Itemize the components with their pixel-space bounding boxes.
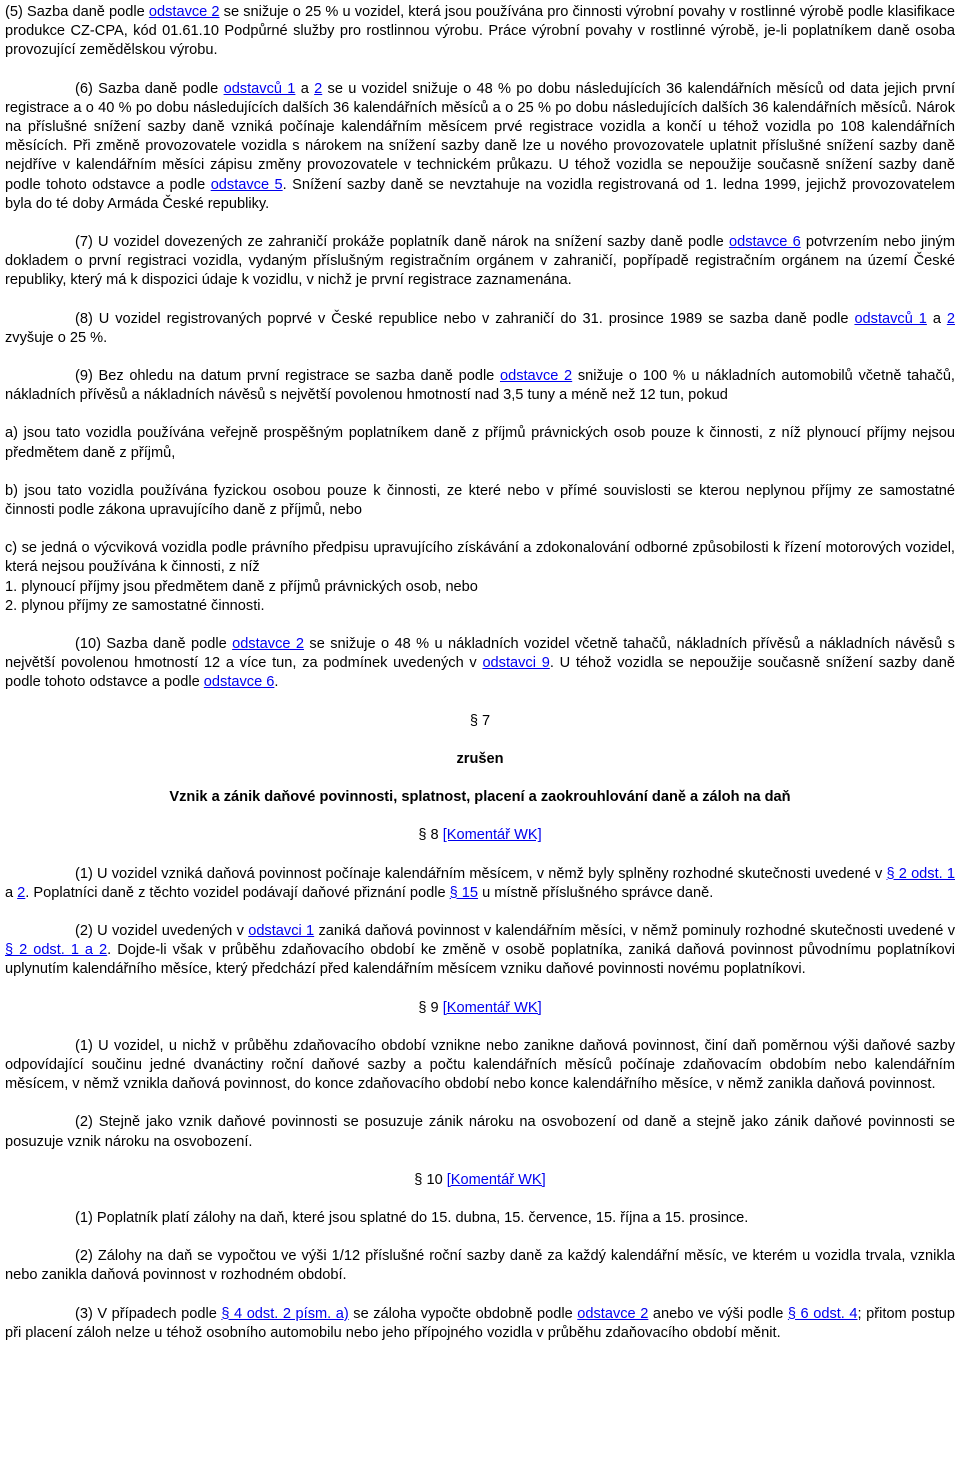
section-9-paragraph-2: (2) Stejně jako vznik daňové povinnosti se posuzuje zánik nároku na osvobození od daně a stejně jako zánik daňové povinnosti se posuzuje vznik nároku na osvobození.: [5, 1114, 955, 1150]
link-odstavce-6[interactable]: odstavce 6: [728, 234, 801, 251]
link-odstavce-2[interactable]: odstavce 2: [577, 1305, 649, 1322]
paragraph-6: (6) Sazba daně podle odstavců 1 a 2 se u vozidel snižuje o 48 % po dobu následujících 36 kalendářních měsíců od data jejich první registrace a o 40 % po dobu následujících dalších 36 kalendářních měsíců a o 25 % po dobu následujících dalších 36 kalendářních měsíců. Nárok na příslušné snížení sazby daně vzniká počínaje kalendářním měsícem prvé registrace vozidla a končí u téhož vozidla po 108 kalendářních měsících. Při změně provozovatele vozidla s nárokem na snížení sazby daně lze u nového provozovatele uplatnit příslušné snížení sazby daně nejdříve v kalendářním měsíci zápisu změny provozovatele v technickém průkazu. U téhož vozidla se nepoužije současně snížení sazby daně podle tohoto odstavce a podle odstavce 5. Snížení sazby daně se nevztahuje na vozidla registrovaná od 1. ledna 1999, jejichž provozovatelem byla do té doby Armáda České republiky.: [5, 80, 956, 212]
section-9-paragraph-1: (1) U vozidel, u nichž v průběhu zdaňovacího období vznikne nebo zanikne daňová povinnost, činí daň poměrnou výši daňové sazby odpovídající součinu jedné dvanáctiny roční daňové sazby a počtu kalendářních měsíců počínaje zdaňovacím obdobím nebo kalendářním měsícem, v němž vznikla daňová povinnost, do konce zdaňovacího období nebo konce kalendářního měsíce, v němž zanikla daňová povinnost.: [5, 1037, 955, 1093]
paragraph-7: (7) U vozidel dovezených ze zahraničí prokáže poplatník daně nárok na snížení sazby daně podle odstavce 6 potvrzením nebo jiným dokladem o první registraci vozidla, vydaným příslušným registračním orgánem v zahraničí, popřípadě registračním orgánem na území České republiky, který má k dispozici údaje k vozidlu, v nichž je první registrace zaznamenána.: [5, 234, 955, 289]
section-7-status: zrušen: [456, 750, 504, 767]
comment-link-section-8[interactable]: [Komentář WK]: [442, 827, 542, 844]
link-odstavce-2[interactable]: odstavce 2: [232, 636, 304, 653]
link-par-2-odst-1-a-2[interactable]: § 2 odst. 1 a 2: [5, 942, 108, 959]
link-2[interactable]: 2: [946, 310, 955, 327]
paragraph-9-b: b) jsou tato vozidla používána fyzickou osobou pouze k činnosti, ze které nebo v přímé souvislosti se kterou neplynou příjmy ze samostatné činnosti podle zákona upravujícího daně z příjmů, nebo: [5, 482, 955, 519]
paragraph-9-c-2: 2. plynou příjmy ze samostatné činnosti.: [5, 597, 265, 614]
section-10-heading: § 10 [Komentář WK]: [414, 1171, 546, 1188]
paragraph-9: (9) Bez ohledu na datum první registrace se sazba daně podle odstavce 2 snižuje o 100 % u nákladních automobilů včetně tahačů, nákladních přívěsů a nákladních návěsů s největší povolenou hmotností nad 3,5 tuny a méně než 12 tun, pokud: [5, 368, 955, 404]
link-odstavcu-1[interactable]: odstavců 1: [854, 310, 927, 327]
link-odstavce-2[interactable]: odstavce 2: [148, 4, 220, 20]
section-10-paragraph-3: (3) V případech podle § 4 odst. 2 písm. a) se záloha vypočte obdobně podle odstavce 2 anebo ve výši podle § 6 odst. 4; přitom postup při placení záloh nelze u téhož osobního automobilu nebo jeho přípojného vozidla v průběhu zdaňovacího období měnit.: [5, 1305, 956, 1341]
section-10-paragraph-2: (2) Zálohy na daň se vypočtou ve výši 1/12 příslušné roční sazby daně za každý kalendářní měsíc, ve kterém u vozidla trvala, vznikla nebo zanikla daňová povinnost v rozhodném období.: [5, 1248, 955, 1284]
comment-link-section-9[interactable]: [Komentář WK]: [442, 999, 542, 1016]
link-2[interactable]: 2: [314, 80, 323, 97]
link-odstavce-6[interactable]: odstavce 6: [203, 674, 275, 691]
section-10-paragraph-1: (1) Poplatník platí zálohy na daň, které jsou splatné do 15. dubna, 15. července, 15. října a 15. prosince.: [75, 1209, 749, 1226]
link-odstavcu-1[interactable]: odstavců 1: [223, 80, 296, 97]
comment-link-section-10[interactable]: [Komentář WK]: [446, 1171, 546, 1188]
link-odstavci-1[interactable]: odstavci 1: [248, 922, 315, 939]
chapter-title: Vznik a zánik daňové povinnosti, splatnost, placení a zaokrouhlování daně a záloh na daň: [169, 789, 791, 806]
link-odstavce-5[interactable]: odstavce 5: [210, 176, 283, 193]
paragraph-9-c: c) se jedná o výcviková vozidla podle právního předpisu upravujícího získávání a zdokonalování odborné způsobilosti k řízení motorových vozidel, která nejsou používána k činnosti, z níž: [5, 540, 955, 576]
link-odstavci-9[interactable]: odstavci 9: [482, 655, 550, 672]
paragraph-8: (8) U vozidel registrovaných poprvé v České republice nebo v zahraničí do 31. prosince 1989 se sazba daně podle odstavců 1 a 2 zvyšuje o 25 %.: [5, 310, 955, 346]
section-7-heading: § 7: [469, 712, 491, 729]
paragraph-5: (5) Sazba daně podle odstavce 2 se snižuje o 25 % u vozidel, která jsou používána pro činnosti výrobní povahy v rostlinné výrobě podle klasifikace produkce CZ-CPA, kód 01.61.10 Podpůrné služby pro rostlinnou výrobu. Práce výrobní povahy v rostlinné výrobě, je-li poplatníkem daně osoba provozující zemědělskou výrobu.: [5, 4, 955, 59]
section-8-paragraph-1: (1) U vozidel vzniká daňová povinnost počínaje kalendářním měsícem, v němž byly splněny rozhodné skutečnosti uvedené v § 2 odst. 1 a 2. Poplatníci daně z těchto vozidel podávají daňové přiznání podle § 15 u místně příslušného správce daně.: [5, 865, 955, 901]
link-par-15[interactable]: § 15: [449, 884, 479, 901]
link-par-6-odst-4[interactable]: § 6 odst. 4: [787, 1305, 858, 1322]
paragraph-9-a: a) jsou tato vozidla používána veřejně prospěšným poplatníkem daně z příjmů právnických osob pouze k činnosti, z níž plynoucí příjmy nejsou předmětem daně z příjmů,: [5, 425, 955, 461]
paragraph-9-c-1: 1. plynoucí příjmy jsou předmětem daně z příjmů právnických osob, nebo: [5, 578, 478, 595]
section-8-paragraph-2: (2) U vozidel uvedených v odstavci 1 zaniká daňová povinnost v kalendářním měsíci, v němž pominuly rozhodné skutečnosti uvedené v § 2 odst. 1 a 2. Dojde-li však v průběhu zdaňovacího období ke změně v osobě poplatníka, zaniká daňová povinnost původnímu poplatníkovi uplynutím kalendářního měsíce, který předchází před kalendářním měsícem vzniku daňové povinnosti novému poplatníkovi.: [5, 922, 956, 978]
link-par-4-odst-2-pism-a[interactable]: § 4 odst. 2 písm. a): [221, 1305, 349, 1322]
link-odstavce-2[interactable]: odstavce 2: [499, 368, 573, 385]
link-2[interactable]: 2: [17, 884, 26, 901]
link-par-2-odst-1[interactable]: § 2 odst. 1: [886, 865, 955, 882]
paragraph-10: (10) Sazba daně podle odstavce 2 se snižuje o 48 % u nákladních vozidel včetně tahačů, nákladních přívěsů a nákladních návěsů s největší povolenou hmotností 12 a více tun, za podmínek uvedených v odstavci 9. U téhož vozidla se nepoužije současně snížení sazby daně podle tohoto odstavce a podle odstavce 6.: [5, 636, 955, 691]
section-8-heading: § 8 [Komentář WK]: [418, 827, 542, 844]
section-9-heading: § 9 [Komentář WK]: [418, 999, 542, 1016]
